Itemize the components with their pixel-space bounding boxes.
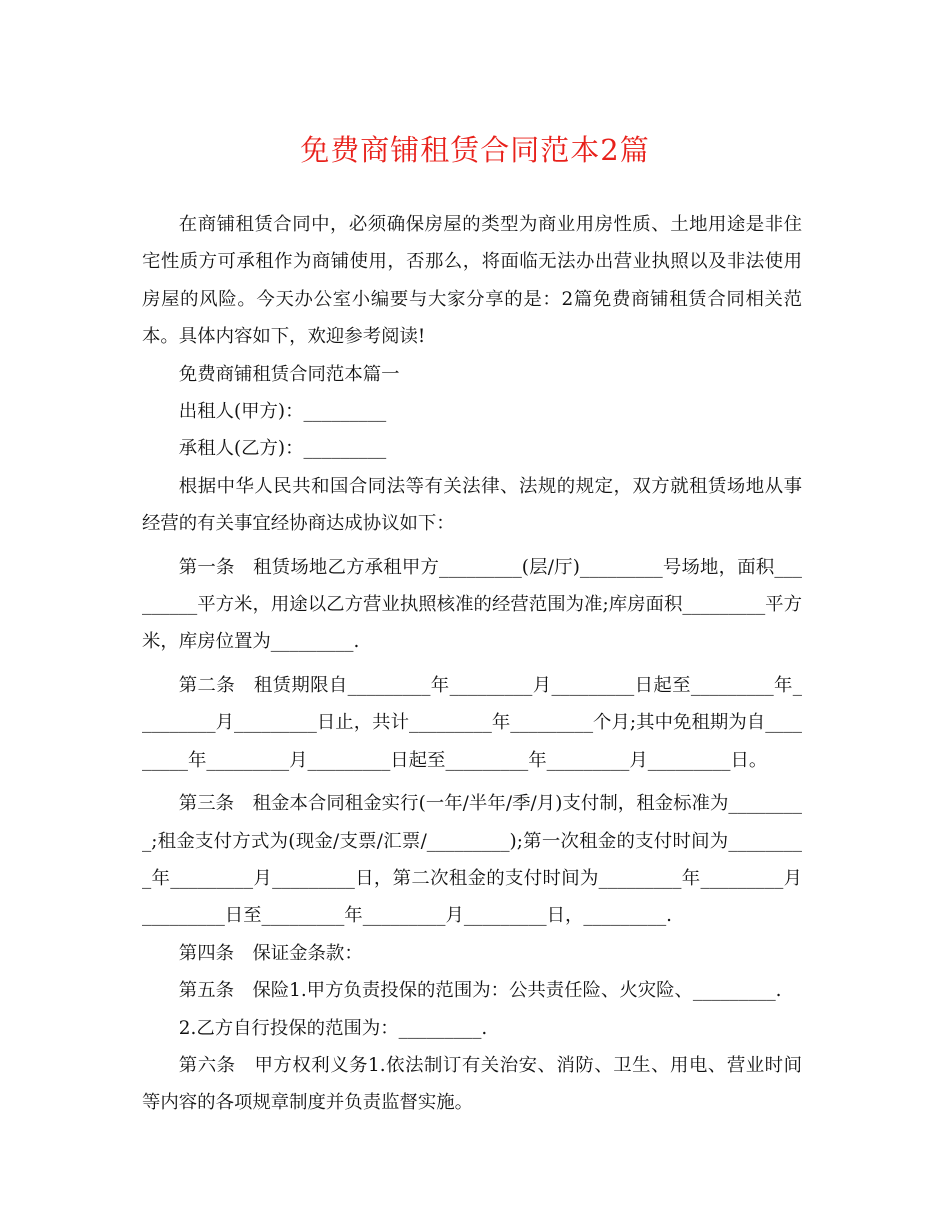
article-1: 第一条 租赁场地乙方承租甲方_________(层/厅)_________号场地，面积_________平方米，用途以乙方营业执照核准的经营范围为准;库房面积_________平方米，库房位置为_________. [142,556,802,653]
lessor-line: 出租人(甲方)：_________ [178,401,387,423]
article-3: 第三条 租金本合同租金实行(一年/半年/季/月)支付制，租金标准为_________;租金支付方式为(现金/支票/汇票/_________);第一次租金的支付时间为_________年_________月_________日，第二次租金的支付时间为_________年_________月_________日至_________年_________月_________日，_________. [142,793,802,927]
article-6: 第六条 甲方权利义务1.依法制订有关治安、消防、卫生、用电、营业时间等内容的各项规章制度并负责监督实施。 [142,1054,802,1114]
article-4: 第四条 保证金条款： [178,942,363,964]
article-5-item-2: 2.乙方自行投保的范围为：_________. [178,1017,488,1039]
preamble-paragraph: 根据中华人民共和国合同法等有关法律、法规的规定，双方就租赁场地从事经营的有关事宜经协商达成协议如下： [142,475,802,535]
document-body [142,206,802,1122]
intro-paragraph: 在商铺租赁合同中，必须确保房屋的类型为商业用房性质、土地用途是非住宅性质方可承租作为商铺使用，否那么，将面临无法办出营业执照以及非法使用房屋的风险。今天办公室小编要与大家分享的是：2篇免费商铺租赁合同相关范本。具体内容如下，欢迎参考阅读! [142,214,802,348]
section-heading: 免费商铺租赁合同范本篇一 [178,363,400,385]
article-2: 第二条 租赁期限自_________年_________月_________日起至_________年_________月_________日止，共计_________年_________个月;其中免租期为自_________年_________月_________日起至_________年_________月_________日。 [142,674,802,771]
article-5: 第五条 保险1.甲方负责投保的范围为：公共责任险、火灾险、_________. [178,980,782,1002]
lessee-line: 承租人(乙方)：_________ [178,438,387,460]
document-title: 免费商铺租赁合同范本2篇 [300,133,650,167]
